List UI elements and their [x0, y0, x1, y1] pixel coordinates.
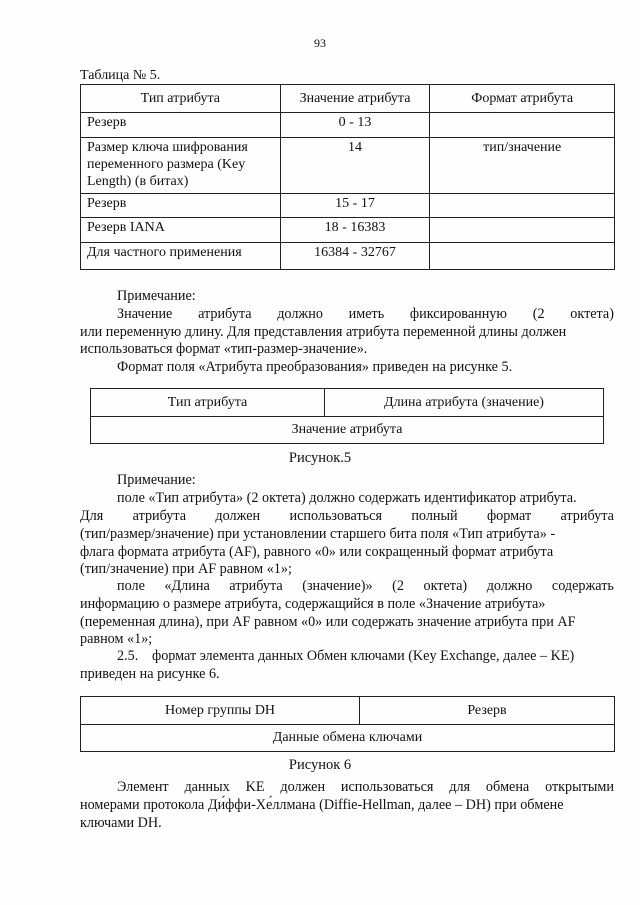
note2-line8: (переменная длина), при AF равном «0» или содержать значение атрибута при AF [80, 614, 576, 630]
note2-line4: флага формата атрибута (AF), равного «0» или сокращенный формат атрибута [80, 544, 554, 560]
figure6-diagram [80, 696, 615, 752]
figure5-intro: Формат поля «Атрибута преобразования» приведен на рисунке 5. [117, 359, 513, 375]
figure6-cell-dh-group: Номер группы DH [81, 697, 360, 724]
table-row [81, 194, 615, 218]
figure5-cell-attribute-type: Тип атрибута [91, 389, 325, 416]
page-number: 93 [314, 36, 326, 50]
attribute-table [80, 84, 615, 270]
note2-line9: равном «1»; [80, 631, 153, 647]
note2-line3: (тип/размер/значение) при установлении старшего бита поля «Тип атрибута» - [80, 526, 556, 542]
note1-line2: или переменную длину. Для представления атрибута переменной длины должен [80, 324, 567, 340]
cell-format [430, 243, 615, 270]
cell-format [430, 113, 615, 138]
note1-line3: использоваться формат «тип-размер-значение». [80, 341, 368, 357]
cell-value: 14 [280, 138, 430, 194]
figure5-cell-attribute-length: Длина атрибута (значение) [384, 394, 544, 410]
cell-type: Резерв [81, 113, 281, 138]
final-line1: Элемент данных KE должен использоваться для обмена открытыми [117, 779, 614, 795]
table-row [81, 138, 615, 194]
cell-format [430, 218, 615, 243]
table-header-row [81, 85, 615, 113]
note1-line1: Значение атрибута должно иметь фиксированную (2 октета) [117, 306, 614, 322]
header-attribute-type: Тип атрибута [81, 85, 281, 113]
figure5-caption: Рисунок.5 [288, 450, 352, 466]
table-row [81, 243, 615, 270]
figure5-diagram [90, 388, 604, 444]
item25-line1: формат элемента данных Обмен ключами (Key Exchange, далее – KE) [152, 648, 575, 664]
table-caption: Таблица № 5. [80, 68, 161, 83]
cell-format [430, 194, 615, 218]
figure6-cell-key-exchange-data: Данные обмена ключами [272, 730, 423, 745]
final-line2: номерами протокола Ди́ффи-Хе́ллмана (Diffie-Hellman, далее – DH) при обмене [80, 797, 564, 813]
cell-value: 15 - 17 [280, 194, 430, 218]
cell-type: Размер ключа шифрования переменного размера (Key Length) (в битах) [81, 138, 281, 194]
note2-line2: Для атрибута должен использоваться полный формат атрибута [80, 508, 614, 524]
note2-line5: (тип/значение) при AF равном «1»; [80, 561, 292, 577]
note2-line1: поле «Тип атрибута» (2 октета) должно содержать идентификатор атрибута. [117, 490, 577, 506]
header-attribute-value: Значение атрибута [280, 85, 430, 113]
cell-type: Резерв [81, 194, 281, 218]
cell-type: Для частного применения [81, 243, 281, 270]
note-heading: Примечание: [117, 288, 196, 304]
cell-value: 18 - 16383 [280, 218, 430, 243]
figure5-cell-attribute-value: Значение атрибута [291, 422, 403, 437]
cell-value: 0 - 13 [280, 113, 430, 138]
note2-line6: поле «Длина атрибута (значение)» (2 октета) должно содержать [117, 578, 614, 594]
table-row [81, 113, 615, 138]
item25-line2: приведен на рисунке 6. [80, 666, 220, 682]
note2-line7: информацию о размере атрибута, содержащийся в поле «Значение атрибута» [80, 596, 546, 612]
final-line3: ключами DH. [80, 815, 162, 831]
note-heading: Примечание: [117, 472, 196, 488]
table-row [81, 218, 615, 243]
cell-format: тип/значение [430, 138, 615, 194]
cell-type: Резерв IANA [81, 218, 281, 243]
header-attribute-format: Формат атрибута [430, 85, 615, 113]
cell-value: 16384 - 32767 [280, 243, 430, 270]
figure6-caption: Рисунок 6 [288, 757, 352, 773]
figure6-cell-reserve: Резерв [467, 702, 507, 718]
item25-number: 2.5. [117, 648, 139, 664]
